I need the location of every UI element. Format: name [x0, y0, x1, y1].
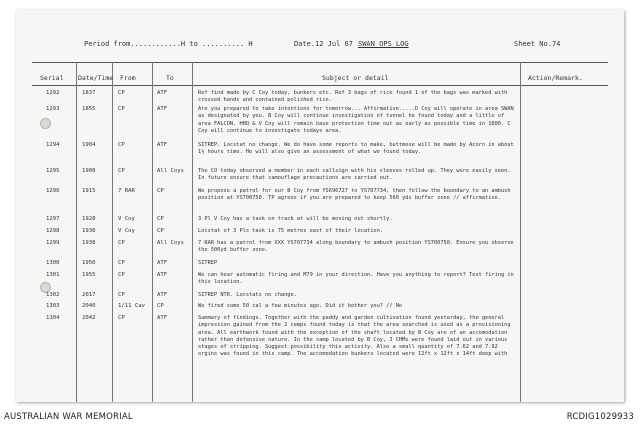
- to-cell: All Coys: [157, 168, 184, 174]
- serial-cell: 1301: [46, 272, 60, 278]
- sheet-number: Sheet No.74: [514, 40, 561, 48]
- serial-cell: 1302: [46, 292, 60, 298]
- from-cell: CP: [118, 292, 125, 298]
- serial-cell: 1297: [46, 216, 60, 222]
- column-divider: [112, 62, 113, 402]
- subject-cell: Summary of findings. Together with the paddy and garden cultivation found yesterday, the general impression gained from the 2 camps found today is that the area searched is used as a provisioning area. All earthwork found with the exception of the shaft located by B Coy are of an accomodation rather than defensive nature. In the camp located by B Coy, 3 CHMs were found laid out in various stages of stripping. Suggest possibility this activity. Also a small quantity of 7.62 and 7.92 orgins was found in this camp. The accomodation bunkers located were 12ft x 12ft x 14ft deep with: [198, 315, 511, 358]
- serial-cell: 1304: [46, 315, 60, 321]
- subject-cell: Ref find made by C Coy today, bunkers etc. Ref 3 bags of rice found 1 of the bags was marked with crossed hands and contained polished rice.: [198, 90, 508, 104]
- from-cell: V Coy: [118, 216, 135, 222]
- subject-cell: SITREP. Locstat no change. We do have some reports to make, buttmose will be made by Acorn in about 1½ hours time. He will also give an assessment of what we found today.: [198, 142, 514, 156]
- subject-cell: 3 Pl V Coy has a task on track at will be moving out shortly.: [198, 216, 393, 222]
- time-cell: 1938: [82, 240, 96, 246]
- time-cell: 1837: [82, 90, 96, 96]
- from-cell: CP: [118, 272, 125, 278]
- time-cell: 1908: [82, 168, 96, 174]
- time-cell: 1955: [82, 272, 96, 278]
- period-field: Period from............H to .......... H: [84, 40, 253, 48]
- time-cell: 1950: [82, 260, 96, 266]
- to-cell: CP: [157, 303, 164, 309]
- subject-cell: We propose a patrol for our B Coy from YS696727 to YS707734, then follow the boundary to an ambush position at YS700750. TP agrees if you are prepared to keep 560 yds buffer zone // affirmative.: [198, 188, 511, 202]
- from-cell: CP: [118, 315, 125, 321]
- subject-cell: 7 RAR has a patrol from XXX YS707734 along boundary to ambush position YS700750. Ensure you observe the 500yd buffer zone.: [198, 240, 514, 254]
- serial-cell: 1295: [46, 168, 60, 174]
- time-cell: 1855: [82, 106, 96, 112]
- to-cell: ATF: [157, 272, 168, 278]
- date-field: Date.12 Jul 67: [294, 40, 354, 48]
- to-cell: ATF: [157, 315, 168, 321]
- subject-cell: We can hear automatic firing and M79 in your direction. Have you anything to report? Test firing in this location.: [198, 272, 514, 286]
- serial-cell: 1292: [46, 90, 60, 96]
- col-subject: Subject or detail: [322, 74, 389, 82]
- time-cell: 2017: [82, 292, 96, 298]
- col-from: From: [120, 74, 136, 82]
- archive-reference: RCDIG1029933: [566, 412, 634, 422]
- time-cell: 1904: [82, 142, 96, 148]
- subject-cell: We fired some 50 cal a few minutes ago. Did it bother you? // No: [198, 303, 403, 309]
- col-to: To: [166, 74, 174, 82]
- column-divider: [76, 62, 77, 402]
- col-date-time: Date/Time: [78, 74, 114, 82]
- col-action: Action/Remark.: [528, 74, 583, 82]
- from-cell: 1/11 Cav: [118, 303, 145, 309]
- col-serial: Serial: [40, 74, 64, 82]
- subject-cell: The CO today observed a member in each callsign with his sleeves rolled up. They were easily seen. In future ensure that camouflage precautions are carried out.: [198, 168, 511, 182]
- subject-cell: Are you prepared to take intentions for tomorrow... Affirmative.....D Coy will operate in area SWAN as designated by you. B Coy will continue investigation of tunnel he found today and a little of area FALCON. HHQ & V Coy will remain base protection time out as early as possible time in 1800. C Coy will continue to investigate todays area.: [198, 106, 514, 134]
- from-cell: CP: [118, 260, 125, 266]
- punch-hole-icon: [40, 118, 51, 129]
- column-divider: [520, 62, 521, 402]
- from-cell: CP: [118, 142, 125, 148]
- time-cell: 2042: [82, 315, 96, 321]
- time-cell: 1930: [82, 228, 96, 234]
- serial-cell: 1303: [46, 303, 60, 309]
- from-cell: CP: [118, 168, 125, 174]
- column-rule: [32, 85, 608, 86]
- to-cell: CP: [157, 216, 164, 222]
- subject-cell: SITREP: [198, 260, 218, 266]
- to-cell: CP: [157, 228, 164, 234]
- to-cell: ATF: [157, 90, 168, 96]
- serial-cell: 1296: [46, 188, 60, 194]
- to-cell: ATF: [157, 106, 168, 112]
- time-cell: 2040: [82, 303, 96, 309]
- log-title: SWAN OPS LOG: [358, 40, 409, 48]
- subject-cell: SITREP NTR. Locstats no change.: [198, 292, 297, 298]
- to-cell: ATF: [157, 260, 168, 266]
- serial-cell: 1300: [46, 260, 60, 266]
- archive-credit: AUSTRALIAN WAR MEMORIAL: [4, 412, 133, 422]
- from-cell: CP: [118, 106, 125, 112]
- log-sheet: [16, 10, 624, 402]
- header-rule: [32, 62, 608, 63]
- serial-cell: 1294: [46, 142, 60, 148]
- time-cell: 1928: [82, 216, 96, 222]
- to-cell: ATF: [157, 142, 168, 148]
- from-cell: CP: [118, 90, 125, 96]
- to-cell: ATF: [157, 292, 168, 298]
- column-divider: [192, 62, 193, 402]
- subject-cell: Locstat of 3 Pls task is 75 metres east of their location.: [198, 228, 383, 234]
- serial-cell: 1293: [46, 106, 60, 112]
- from-cell: 7 RAR: [118, 188, 135, 194]
- to-cell: All Coys: [157, 240, 184, 246]
- to-cell: CP: [157, 188, 164, 194]
- column-divider: [152, 62, 153, 402]
- from-cell: V Coy: [118, 228, 135, 234]
- time-cell: 1915: [82, 188, 96, 194]
- serial-cell: 1298: [46, 228, 60, 234]
- serial-cell: 1299: [46, 240, 60, 246]
- from-cell: CP: [118, 240, 125, 246]
